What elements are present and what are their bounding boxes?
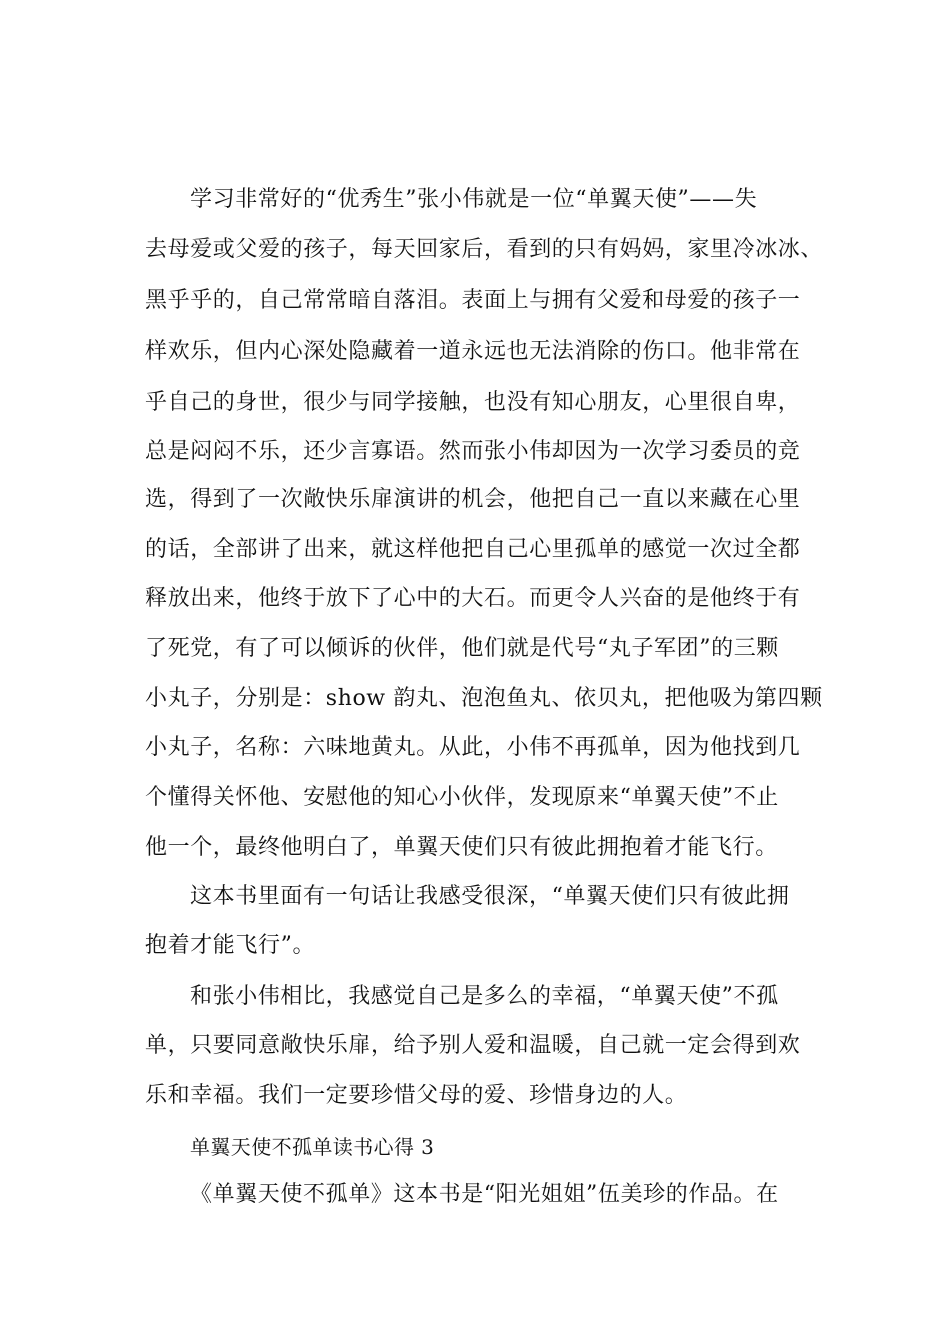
paragraph-1-line-7: 选，得到了一次敞快乐扉演讲的机会，他把自己一直以来藏在心里 <box>145 487 801 512</box>
section-heading: 单翼天使不孤单读书心得 3 <box>190 1135 435 1159</box>
paragraph-1-line-9: 释放出来，他终于放下了心中的大石。而更令人兴奋的是他终于有 <box>145 586 801 611</box>
paragraph-2-line-2: 抱着才能飞行”。 <box>145 933 316 958</box>
paragraph-1-line-14: 他一个，最终他明白了，单翼天使们只有彼此拥抱着才能飞行。 <box>145 835 778 860</box>
paragraph-1-line-10: 了死党，有了可以倾诉的伙伴，他们就是代号“丸子军团”的三颗 <box>145 636 779 661</box>
paragraph-1-line-11: 小丸子，分别是：show 韵丸、泡泡鱼丸、依贝丸，把他吸为第四颗 <box>145 686 823 711</box>
paragraph-3-line-1: 和张小伟相比，我感觉自己是多么的幸福，“单翼天使”不孤 <box>190 984 779 1009</box>
paragraph-1-line-3: 黑乎乎的，自己常常暗自落泪。表面上与拥有父爱和母爱的孩子一 <box>145 288 801 313</box>
paragraph-1-line-6: 总是闷闷不乐，还少言寡语。然而张小伟却因为一次学习委员的竞 <box>145 439 801 464</box>
paragraph-4-line-1: 《单翼天使不孤单》这本书是“阳光姐姐”伍美珍的作品。在 <box>190 1182 779 1207</box>
paragraph-1-line-2: 去母爱或父爱的孩子，每天回家后，看到的只有妈妈，家里冷冰冰、 <box>145 237 824 262</box>
paragraph-1-line-4: 样欢乐，但内心深处隐藏着一道永远也无法消除的伤口。他非常在 <box>145 339 801 364</box>
paragraph-1-line-1: 学习非常好的“优秀生”张小伟就是一位“单翼天使”——失 <box>190 187 758 212</box>
paragraph-1-line-8: 的话，全部讲了出来，就这样他把自己心里孤单的感觉一次过全都 <box>145 537 801 562</box>
paragraph-3-line-2: 单，只要同意敞快乐扉，给予别人爱和温暖，自己就一定会得到欢 <box>145 1033 801 1058</box>
paragraph-1-line-5: 乎自己的身世，很少与同学接触，也没有知心朋友，心里很自卑， <box>145 390 801 415</box>
paragraph-2-line-1: 这本书里面有一句话让我感受很深，“单翼天使们只有彼此拥 <box>190 884 790 909</box>
paragraph-1-line-13: 个懂得关怀他、安慰他的知心小伙伴，发现原来“单翼天使”不止 <box>145 785 779 810</box>
paragraph-1-line-12: 小丸子，名称：六味地黄丸。从此，小伟不再孤单，因为他找到几 <box>145 735 801 760</box>
paragraph-3-line-3: 乐和幸福。我们一定要珍惜父母的爱、珍惜身边的人。 <box>145 1083 688 1108</box>
